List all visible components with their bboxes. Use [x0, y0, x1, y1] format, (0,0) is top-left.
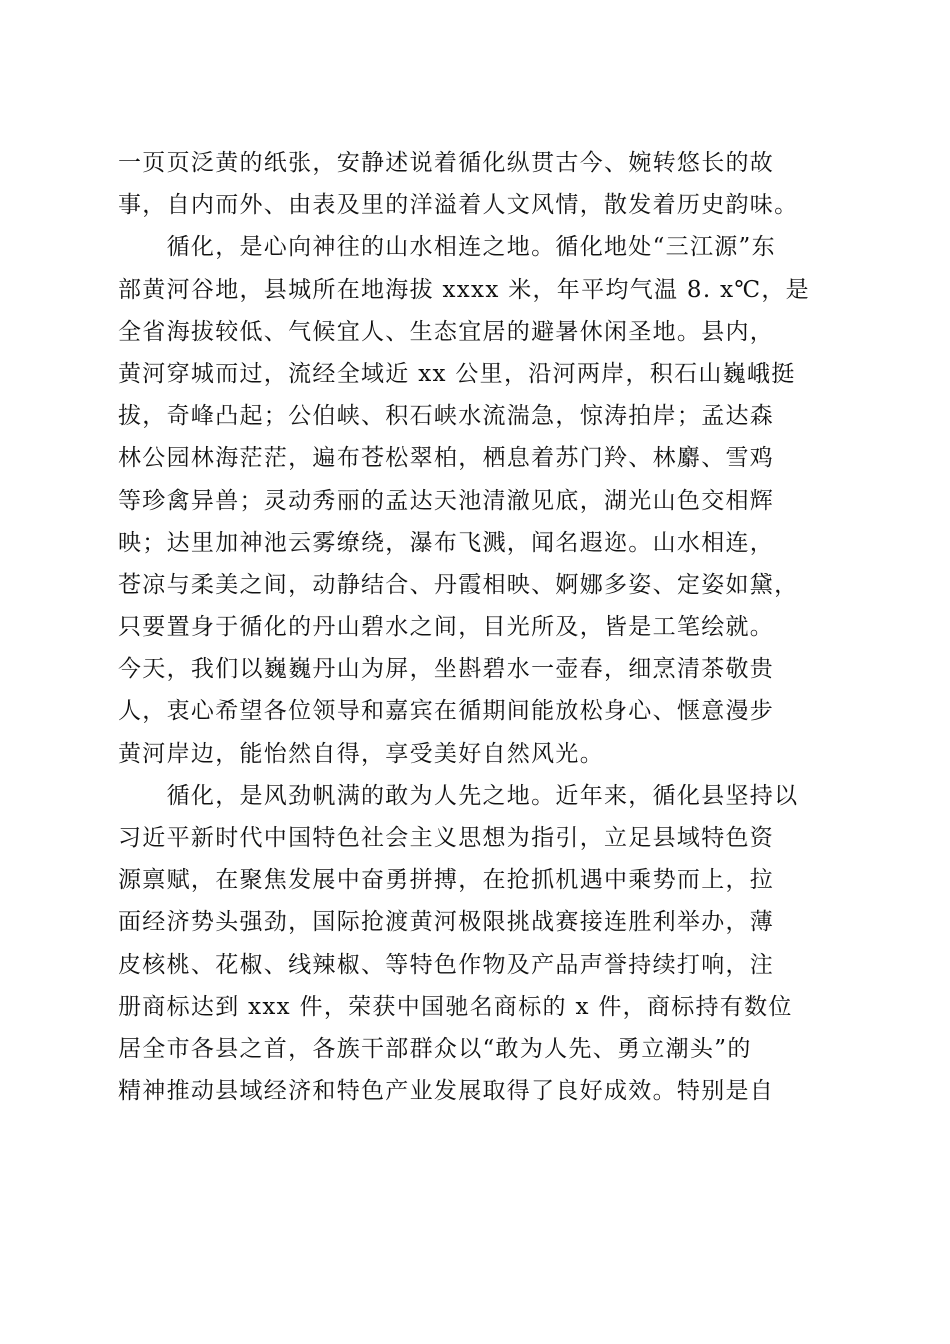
text-line: 人，衷心希望各位领导和嘉宾在循期间能放松身心、惬意漫步 [118, 698, 775, 725]
text-line: 皮核桃、花椒、线辣椒、等特色作物及产品声誉持续打响，注 [118, 951, 775, 978]
text-line: 部黄河谷地，县城所在地海拔 xxxx 米，年平均气温 8. x℃，是 [118, 276, 810, 303]
text-line: 黄河岸边，能怡然自得，享受美好自然风光。 [118, 740, 604, 767]
text-line: 源禀赋，在聚焦发展中奋勇拼搏，在抢抓机遇中乘势而上，拉 [118, 867, 775, 894]
text-line: 册商标达到 xxx 件，荣获中国驰名商标的 x 件，商标持有数位 [118, 993, 793, 1020]
text-line: 一页页泛黄的纸张，安静述说着循化纵贯古今、婉转悠长的故 [118, 150, 775, 176]
text-line: 黄河穿城而过，流经全域近 xx 公里，沿河两岸，积石山巍峨挺 [118, 360, 796, 387]
text-line: 拔，奇峰凸起；公伯峡、积石峡水流湍急，惊涛拍岸；孟达森 [118, 403, 775, 430]
text-line: 今天，我们以巍巍丹山为屏，坐斟碧水一壶春，细烹清茶敬贵 [118, 656, 775, 683]
text-line: 精神推动县域经济和特色产业发展取得了良好成效。特别是自 [118, 1078, 775, 1105]
text-line: 居全市各县之首，各族干部群众以“敢为人先、勇立潮头”的 [118, 1035, 752, 1062]
text-line: 映；达里加神池云雾缭绕，瀑布飞溅，闻名遐迩。山水相连， [118, 529, 775, 556]
body-text [118, 142, 838, 1112]
text-line: 全省海拔较低、气候宜人、生态宜居的避暑休闲圣地。县内， [118, 318, 775, 345]
text-line: 苍凉与柔美之间，动静结合、丹霞相映、婀娜多姿、定姿如黛， [118, 571, 799, 598]
text-line: 林公园林海茫茫，遍布苍松翠柏，栖息着苏门羚、林麝、雪鸡 [118, 445, 775, 472]
text-line: 只要置身于循化的丹山碧水之间，目光所及，皆是工笔绘就。 [118, 614, 775, 641]
text-line: 习近平新时代中国特色社会主义思想为指引，立足县域特色资 [118, 825, 775, 851]
text-line: 循化，是风劲帆满的敢为人先之地。近年来，循化县坚持以 [118, 782, 799, 809]
text-line: 事，自内而外、由表及里的洋溢着人文风情，散发着历史韵味。 [118, 192, 799, 219]
text-line: 循化，是心向神往的山水相连之地。循化地处“三江源”东 [118, 234, 776, 261]
text-line: 面经济势头强劲，国际抢渡黄河极限挑战赛接连胜利举办，薄 [118, 909, 775, 936]
text-line: 等珍禽异兽；灵动秀丽的孟达天池清澈见底，湖光山色交相辉 [118, 487, 775, 514]
